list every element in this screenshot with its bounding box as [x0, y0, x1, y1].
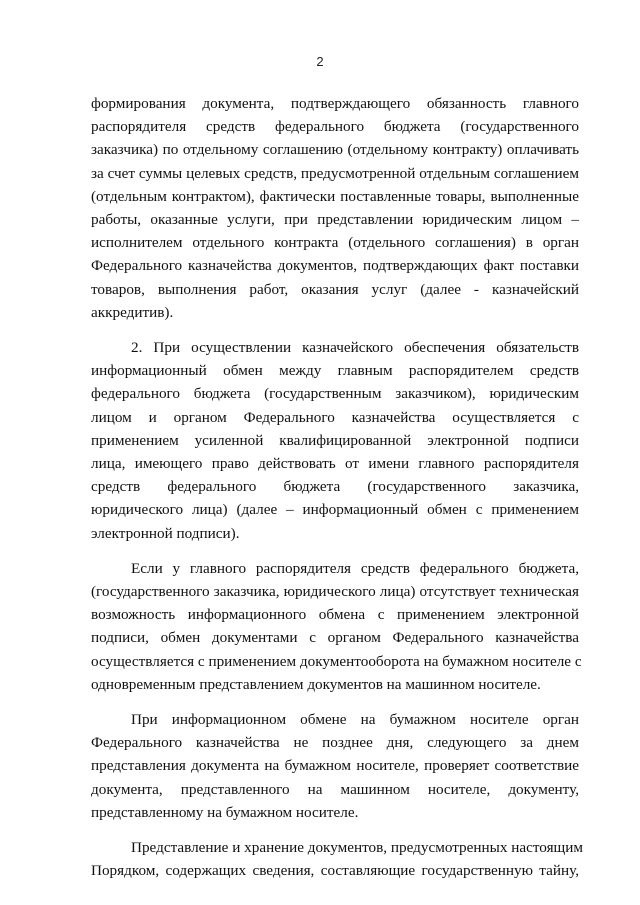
- text-line: представленному на бумажном носителе.: [91, 803, 359, 821]
- text-line: документа, представленного на машинном носителе, документу,: [91, 780, 579, 798]
- text-line: 2. При осуществлении казначейского обеспечения обязательств: [131, 339, 579, 357]
- text-line: подписи, обмен документами с органом Федерального казначейства: [91, 629, 579, 647]
- text-line: (государственного заказчика, юридического лица) отсутствует техническая: [91, 583, 579, 601]
- text-line: Федерального казначейства документов, подтверждающих факт поставки: [91, 257, 579, 275]
- text-line: лицом и органом Федерального казначейства осуществляется с: [91, 408, 579, 426]
- text-line: распорядителя средств федерального бюджета (государственного: [91, 118, 579, 136]
- paragraph: [91, 92, 579, 324]
- text-line: представления документа на бумажном носителе, проверяет соответствие: [91, 757, 579, 775]
- text-line: Если у главного распорядителя средств федерального бюджета,: [131, 559, 579, 577]
- text-line: работы, оказанные услуги, при представлении юридическим лицом –: [91, 211, 579, 229]
- text-line: юридического лица) (далее – информационный обмен с применением: [91, 501, 579, 519]
- paragraph-gap: [91, 696, 579, 708]
- text-line: исполнителем отдельного контракта (отдельного соглашения) в орган: [91, 234, 579, 252]
- text-line: за счет суммы целевых средств, предусмотренной отдельным соглашением: [91, 164, 579, 182]
- text-line: информационный обмен между главным распорядителем средств: [91, 362, 579, 380]
- text-line: электронной подписи).: [91, 524, 240, 542]
- text-line: формирования документа, подтверждающего обязанность главного: [91, 95, 579, 112]
- paragraph: [91, 836, 583, 882]
- text-line: одновременным представлением документов на машинном носителе.: [91, 675, 541, 693]
- text-line: федерального бюджета (государственным заказчиком), юридическим: [91, 385, 579, 403]
- paragraph: [91, 708, 579, 824]
- paragraph-gap: [91, 824, 579, 836]
- text-line: Представление и хранение документов, предусмотренных настоящим: [131, 839, 583, 857]
- paragraph: [91, 557, 582, 696]
- text-line: осуществляется с применением документооборота на бумажном носителе с: [91, 652, 582, 670]
- page-number: 2: [316, 54, 324, 69]
- text-line: аккредитив).: [91, 303, 174, 321]
- text-line: Порядком, содержащих сведения, составляющие государственную тайну,: [91, 862, 579, 880]
- text-line: товаров, выполнения работ, оказания услуг (далее - казначейский: [91, 280, 579, 298]
- text-line: (отдельным контрактом), фактически поставленные товары, выполненные: [91, 187, 579, 205]
- paragraph: [91, 336, 579, 545]
- document-body: [91, 92, 583, 883]
- text-line: лица, имеющего право действовать от имени главного распорядителя: [91, 455, 579, 473]
- paragraph-gap: [91, 324, 579, 336]
- text-line: При информационном обмене на бумажном носителе орган: [131, 711, 579, 729]
- text-line: применением усиленной квалифицированной электронной подписи: [91, 431, 579, 449]
- paragraph-gap: [91, 545, 579, 557]
- text-line: Федерального казначейства не позднее дня, следующего за днем: [91, 734, 579, 752]
- text-line: возможность информационного обмена с применением электронной: [91, 606, 579, 624]
- text-line: средств федерального бюджета (государственного заказчика,: [91, 478, 579, 496]
- text-line: заказчика) по отдельному соглашению (отдельному контракту) оплачивать: [91, 141, 579, 159]
